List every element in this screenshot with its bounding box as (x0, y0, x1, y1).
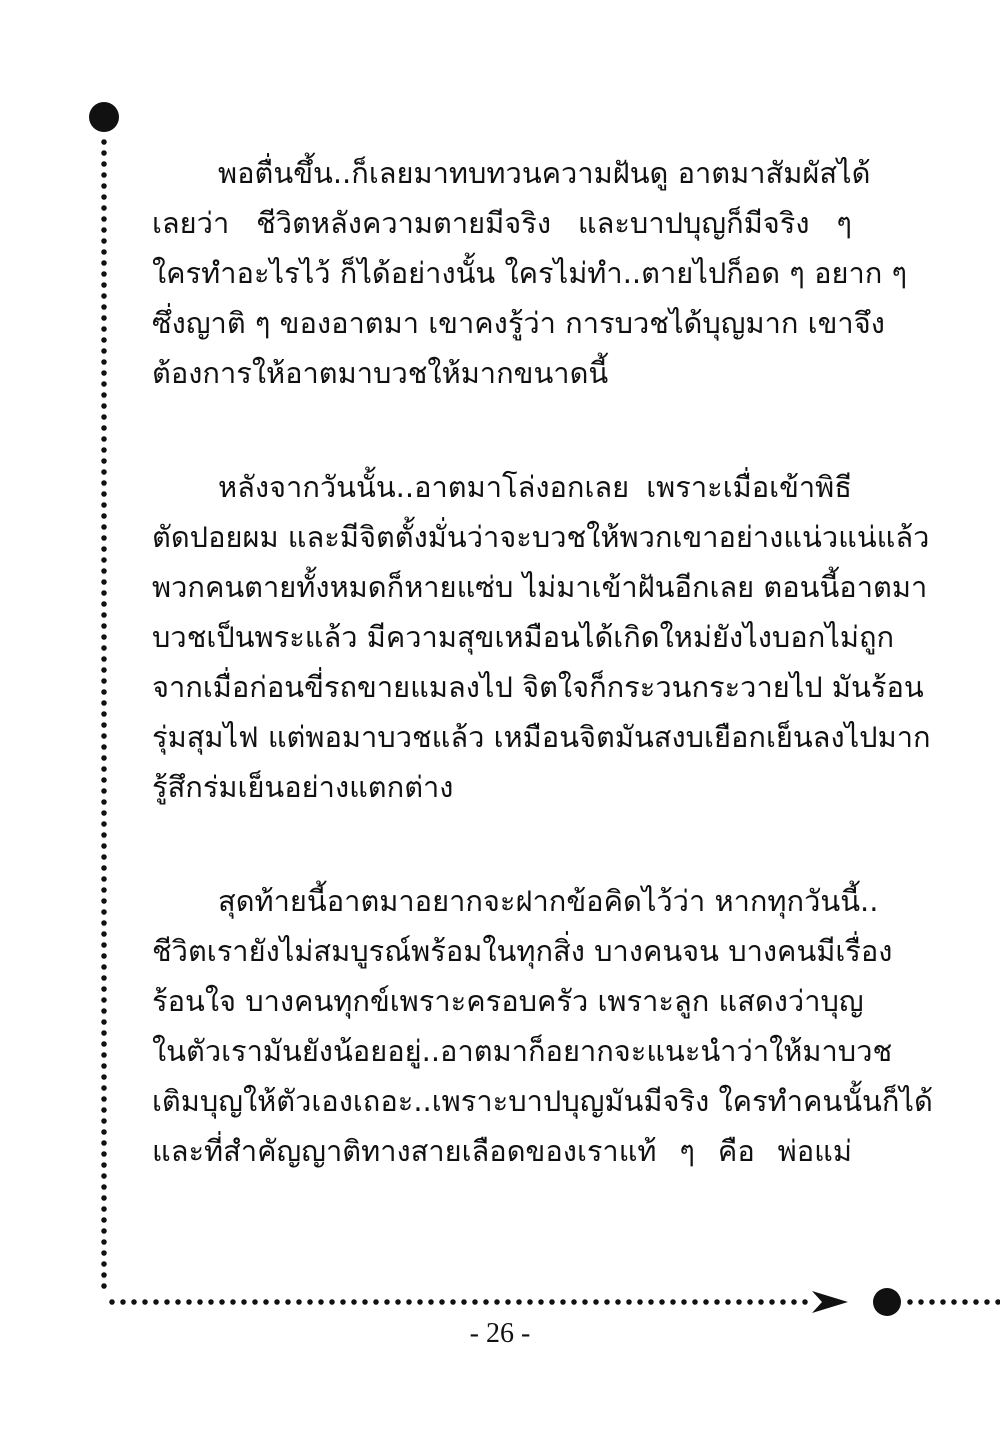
text-line: บวชเป็นพระแล้ว มีความสุขเหมือนได้เกิดใหม่ยังไงบอกไม่ถูก (152, 620, 895, 654)
frame-end-dot-icon (873, 1288, 901, 1316)
text-line: พอตื่นขึ้น..ก็เลยมาทบทวนความฝันดู อาตมาสัมผัสได้ (218, 156, 871, 190)
text-line: รุ่มสุมไฟ แต่พอมาบวชแล้ว เหมือนจิตมันสงบเยือกเย็นลงไปมาก (152, 720, 931, 754)
text-line: ใครทำอะไรไว้ ก็ได้อย่างนั้น ใครไม่ทำ..ตายไปก็อด ๆ อยาก ๆ (152, 256, 908, 290)
text-line: และที่สำคัญญาติทางสายเลือดของเราแท้ ๆ คือ พ่อแม่ (152, 1134, 852, 1168)
paragraph-3 (152, 876, 933, 1176)
text-line: เติมบุญให้ตัวเองเถอะ..เพราะบาปบุญมันมีจริง ใครทำคนนั้นก็ได้ (152, 1084, 933, 1118)
text-line: สุดท้ายนี้อาตมาอยากจะฝากข้อคิดไว้ว่า หากทุกวันนี้.. (218, 884, 879, 918)
paragraph-1 (152, 148, 908, 398)
frame-arrow-icon (812, 1291, 848, 1313)
text-line: ชีวิตเรายังไม่สมบูรณ์พร้อมในทุกสิ่ง บางคนจน บางคนมีเรื่อง (152, 934, 893, 968)
text-line: ซึ่งญาติ ๆ ของอาตมา เขาคงรู้ว่า การบวชได้บุญมาก เขาจึง (152, 306, 885, 340)
text-line: จากเมื่อก่อนขี่รถขายแมลงไป จิตใจก็กระวนกระวายไป มันร้อน (152, 670, 924, 704)
page-number: - 26 - (469, 1318, 531, 1349)
text-line: เลยว่า ชีวิตหลังความตายมีจริง และบาปบุญก็มีจริง ๆ (152, 206, 852, 240)
body-text (152, 148, 933, 1240)
text-line: ตัดปอยผม และมีจิตตั้งมั่นว่าจะบวชให้พวกเขาอย่างแน่วแน่แล้ว (152, 520, 930, 554)
paragraph-2 (152, 462, 931, 812)
text-line: พวกคนตายทั้งหมดก็หายแซ่บ ไม่มาเข้าฝันอีกเลย ตอนนี้อาตมา (152, 570, 928, 604)
text-line: รู้สึกร่มเย็นอย่างแตกต่าง (152, 770, 454, 804)
text-line: ในตัวเรามันยังน้อยอยู่..อาตมาก็อยากจะแนะนำว่าให้มาบวช (152, 1034, 893, 1068)
frame-start-dot-icon (89, 102, 119, 132)
text-line: ร้อนใจ บางคนทุกข์เพราะครอบครัว เพราะลูก แสดงว่าบุญ (152, 984, 864, 1018)
text-line: ต้องการให้อาตมาบวชให้มากขนาดนี้ (152, 356, 609, 390)
text-line: หลังจากวันนั้น..อาตมาโล่งอกเลย เพราะเมื่อเข้าพิธี (218, 470, 852, 504)
